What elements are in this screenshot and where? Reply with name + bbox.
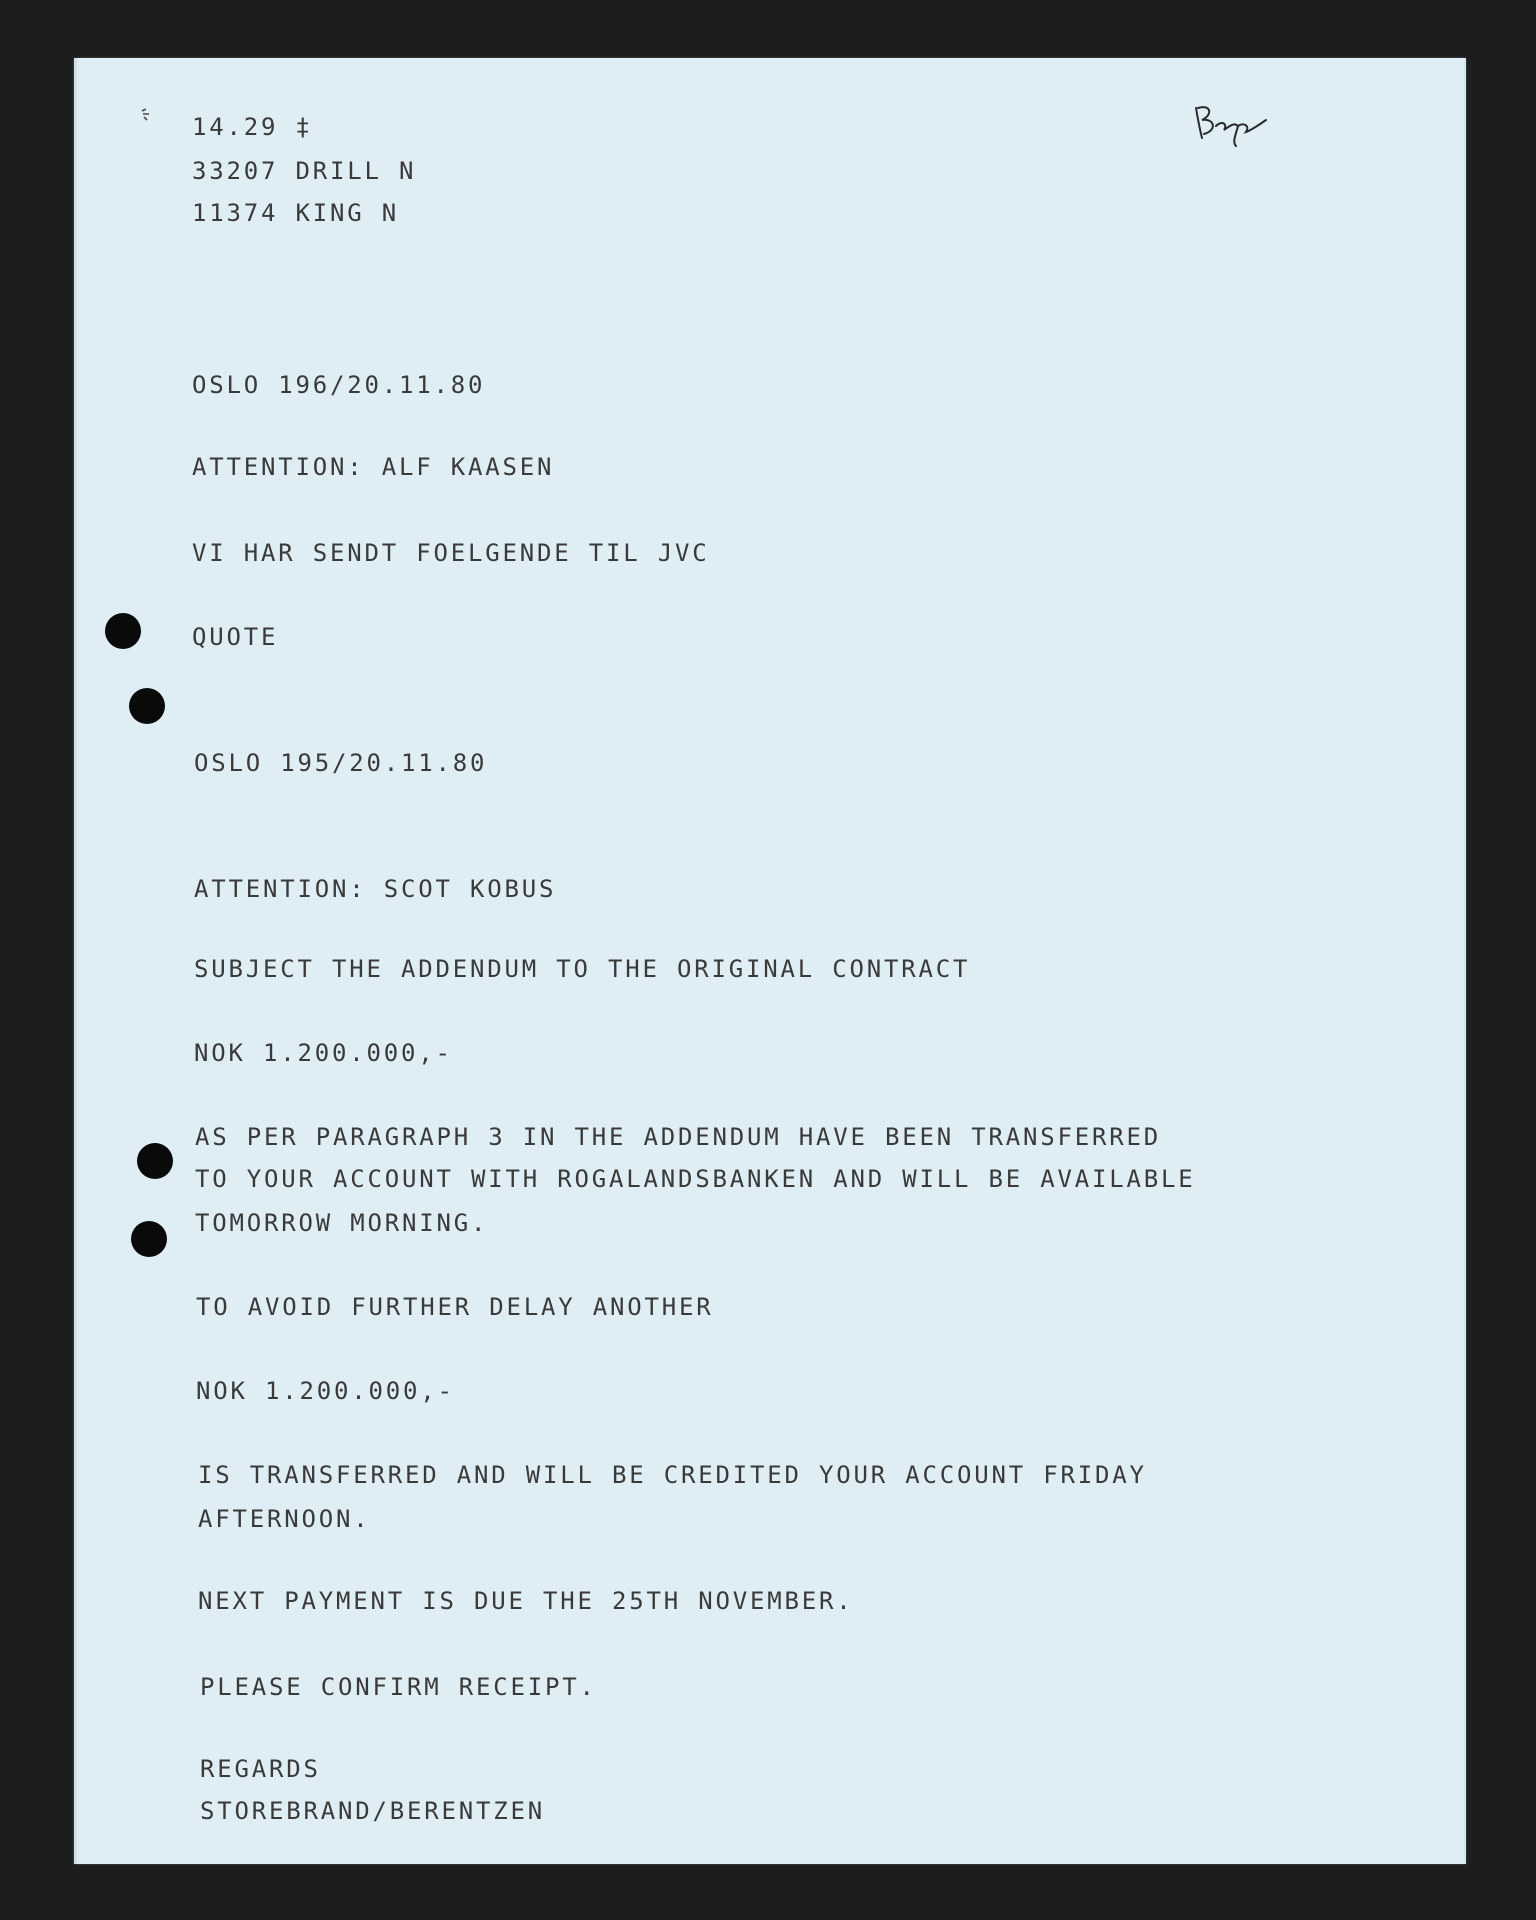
station-line: 11374 KING N	[192, 199, 399, 227]
message-reference: OSLO 196/20.11.80	[192, 371, 486, 399]
amount-line: NOK 1.200.000,-	[196, 1377, 455, 1405]
punch-hole	[105, 613, 141, 649]
punch-hole	[137, 1143, 173, 1179]
attention-line: ATTENTION: SCOT KOBUS	[194, 875, 557, 903]
paragraph-line: PLEASE CONFIRM RECEIPT.	[200, 1673, 597, 1701]
paragraph-line: AS PER PARAGRAPH 3 IN THE ADDENDUM HAVE BEEN TRANSFERRED	[195, 1123, 1161, 1151]
attention-line: ATTENTION: ALF KAASEN	[192, 453, 555, 481]
time-line: 14.29 ‡	[192, 113, 313, 141]
paragraph-line: IS TRANSFERRED AND WILL BE CREDITED YOUR ACCOUNT FRIDAY	[198, 1461, 1147, 1489]
paragraph-line: TO AVOID FURTHER DELAY ANOTHER	[196, 1293, 714, 1321]
paragraph-line: NEXT PAYMENT IS DUE THE 25TH NOVEMBER.	[198, 1587, 854, 1615]
quote-marker: QUOTE	[192, 623, 279, 651]
message-reference: OSLO 195/20.11.80	[194, 749, 488, 777]
subject-line: SUBJECT THE ADDENDUM TO THE ORIGINAL CONTRACT	[194, 955, 971, 983]
paragraph-line: TO YOUR ACCOUNT WITH ROGALANDSBANKEN AND WILL BE AVAILABLE	[195, 1165, 1196, 1193]
station-line: 33207 DRILL N	[192, 157, 417, 185]
sender-line: STOREBRAND/BERENTZEN	[200, 1797, 545, 1825]
punch-hole	[131, 1221, 167, 1257]
pen-mark-icon	[140, 108, 152, 122]
amount-line: NOK 1.200.000,-	[194, 1039, 453, 1067]
paragraph-line: AFTERNOON.	[198, 1505, 371, 1533]
paragraph-line: TOMORROW MORNING.	[195, 1209, 489, 1237]
handwritten-signature	[1192, 100, 1272, 148]
punch-hole	[129, 688, 165, 724]
intro-line: VI HAR SENDT FOELGENDE TIL JVC	[192, 539, 710, 567]
closing-line: REGARDS	[200, 1755, 321, 1783]
